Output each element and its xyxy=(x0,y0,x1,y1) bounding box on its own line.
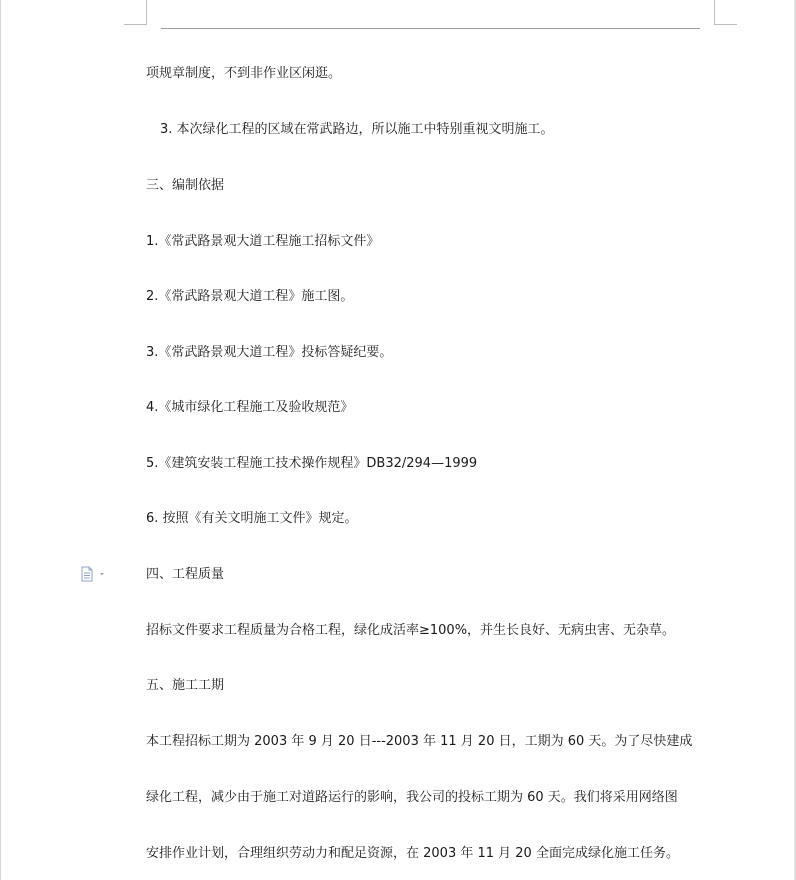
chevron-down-icon xyxy=(100,573,104,576)
page-left-edge xyxy=(0,0,1,880)
list-item: 4.《城市绿化工程施工及验收规范》 xyxy=(146,400,354,415)
list-item: 5.《建筑安装工程施工技术操作规程》DB32/294—1999 xyxy=(146,456,478,471)
section-heading: 四、工程质量 xyxy=(146,567,225,582)
section-heading: 三、编制依据 xyxy=(146,178,225,193)
body-line: 安排作业计划，合理组织劳动力和配足资源，在 2003 年 11 月 20 全面完成绿化施工任务。 xyxy=(146,846,679,861)
body-line: 3. 本次绿化工程的区域在常武路边，所以施工中特别重视文明施工。 xyxy=(160,122,554,137)
margin-corner-top-right xyxy=(714,0,737,25)
body-line: 绿化工程，减少由于施工对道路运行的影响，我公司的投标工期为 60 天。我们将采用网络图 xyxy=(146,790,678,805)
list-item: 6. 按照《有关文明施工文件》规定。 xyxy=(146,511,358,526)
paragraph-menu-button[interactable] xyxy=(80,566,108,582)
list-item: 1.《常武路景观大道工程施工招标文件》 xyxy=(146,234,380,249)
body-line: 本工程招标工期为 2003 年 9 月 20 日---2003 年 11 月 20 日，工期为 60 天。为了尽快建成 xyxy=(146,734,693,749)
body-line: 招标文件要求工程质量为合格工程，绿化成活率≥100%，并生长良好、无病虫害、无杂草。 xyxy=(146,623,676,638)
section-heading: 五、施工工期 xyxy=(146,678,225,693)
list-item: 2.《常武路景观大道工程》施工图。 xyxy=(146,289,354,304)
document-icon xyxy=(80,566,108,582)
margin-corner-top-left xyxy=(124,0,147,25)
body-line: 项规章制度，不到非作业区闲逛。 xyxy=(146,66,342,81)
list-item: 3.《常武路景观大道工程》投标答疑纪要。 xyxy=(146,345,393,360)
header-rule xyxy=(161,28,700,29)
